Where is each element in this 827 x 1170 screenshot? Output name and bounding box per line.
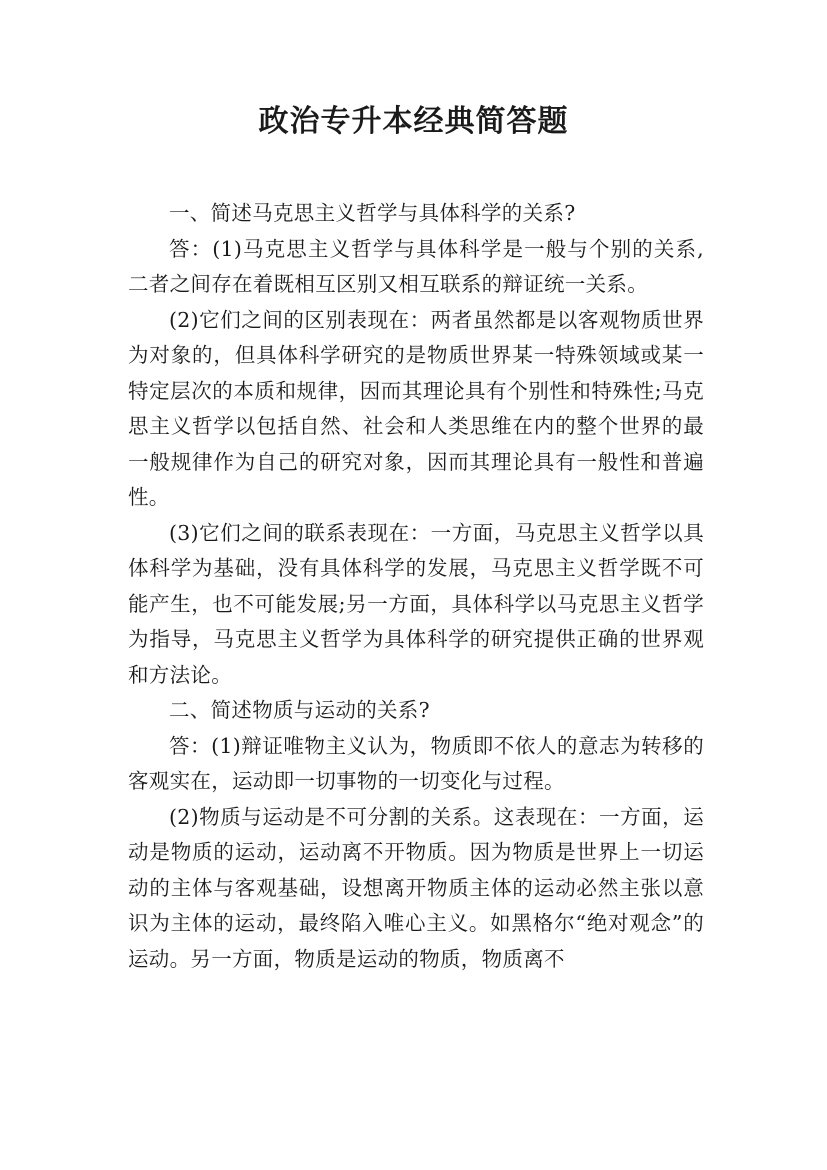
answer-2-point-2: (2)物质与运动是不可分割的关系。这表现在：一方面，运动是物质的运动，运动离不开物质。因为物质是世界上一切运动的主体与客观基础，设想离开物质主体的运动必然主张以意识为主体的运动，最终陷入唯心主义。如黑格尔“绝对观念”的运动。另一方面，物质是运动的物质，物质离不 [128,804,704,971]
document-title: 政治专升本经典简答题 [258,104,569,139]
question-2-heading: 二、简述物质与运动的关系? [169,698,430,722]
question-1-heading: 一、简述马克思主义哲学与具体科学的关系? [169,201,576,225]
answer-1-point-3: (3)它们之间的联系表现在：一方面，马克思主义哲学以具体科学为基础，没有具体科学的发展，马克思主义哲学既不可能产生，也不可能发展;另一方面，具体科学以马克思主义哲学为指导，马克思主义哲学为具体科学的研究提供正确的世界观和方法论。 [128,520,704,687]
document-body [128,196,704,977]
answer-1-point-2: (2)它们之间的区别表现在：两者虽然都是以客观物质世界为对象的，但具体科学研究的是物质世界某一特殊领域或某一特定层次的本质和规律，因而其理论具有个别性和特殊性;马克思主义哲学以包括自然、社会和人类思维在内的整个世界的最一般规律作为自己的研究对象，因而其理论具有一般性和普遍性。 [128,307,704,509]
answer-2-point-1: 答：(1)辩证唯物主义认为，物质即不依人的意志为转移的客观实在，运动即一切事物的一切变化与过程。 [128,733,704,793]
answer-1-point-1: 答：(1)马克思主义哲学与具体科学是一般与个别的关系,二者之间存在着既相互区别又相互联系的辩证统一关系。 [128,236,704,296]
